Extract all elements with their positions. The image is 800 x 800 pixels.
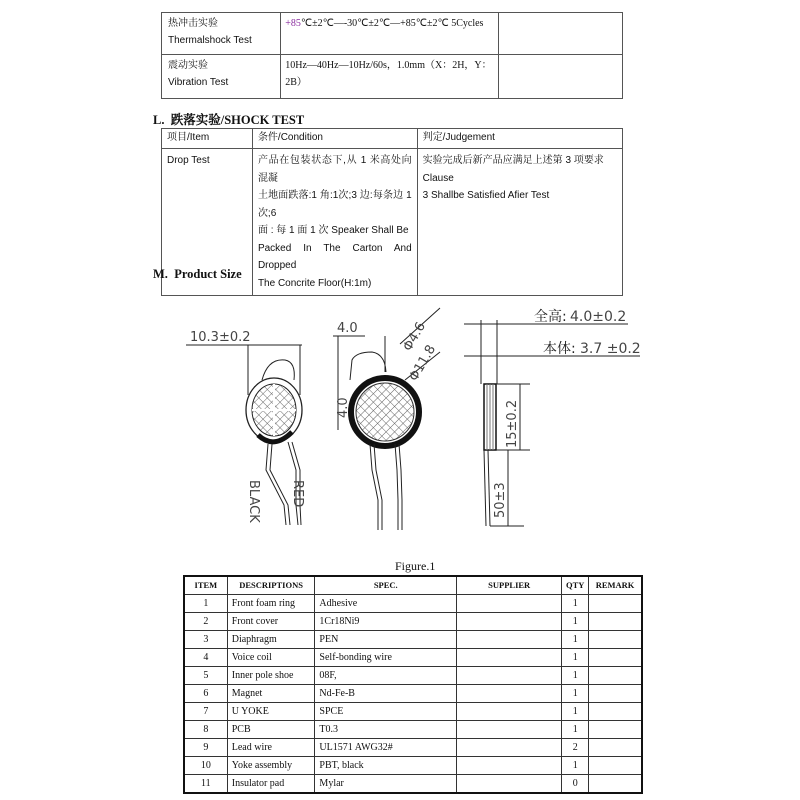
test-result-cell — [498, 13, 622, 55]
side-view — [464, 308, 641, 526]
figure-caption: Figure.1 — [395, 559, 436, 573]
header-item: 项目/Item — [162, 129, 253, 149]
supplier-cell — [457, 757, 562, 775]
spec-cell: Mylar — [315, 775, 457, 794]
table-row — [184, 757, 642, 775]
top-view — [333, 308, 440, 530]
spec-cell: 1Cr18Ni9 — [315, 613, 457, 631]
description-cell: U YOKE — [227, 703, 315, 721]
item-cell: 1 — [184, 595, 227, 613]
table-row — [184, 739, 642, 757]
remark-cell — [589, 757, 642, 775]
spec-cell: T0.3 — [315, 721, 457, 739]
description-cell: Yoke assembly — [227, 757, 315, 775]
remark-cell — [589, 613, 642, 631]
item-cell: 11 — [184, 775, 227, 794]
table-row — [184, 721, 642, 739]
test-name-en: Vibration Test — [168, 77, 229, 88]
remark-cell — [589, 739, 642, 757]
table-row — [184, 685, 642, 703]
header-descriptions: DESCRIPTIONS — [227, 576, 315, 595]
qty-cell: 1 — [562, 667, 589, 685]
table-row — [184, 595, 642, 613]
description-cell: Lead wire — [227, 739, 315, 757]
table-row — [184, 703, 642, 721]
drop-test-item: Drop Test — [162, 149, 253, 296]
speaker-mesh — [356, 383, 414, 441]
lead-wire — [399, 444, 402, 530]
dim-outer: Φ11.8 — [406, 342, 440, 384]
remark-cell — [589, 775, 642, 794]
total-height-value: 4.0±0.2 — [570, 309, 627, 325]
table-row — [184, 667, 642, 685]
section-title: 跌落实验/SHOCK TEST — [170, 113, 305, 127]
item-cell: 2 — [184, 613, 227, 631]
header-condition: 条件/Condition — [252, 129, 417, 149]
supplier-cell — [457, 649, 562, 667]
table-row — [162, 55, 623, 99]
header-judgement: 判定/Judgement — [417, 129, 622, 149]
section-letter: M. — [153, 267, 168, 281]
test-result-cell — [498, 55, 622, 99]
dim-50: 50±3 — [493, 482, 508, 518]
remark-cell — [589, 667, 642, 685]
test-name-cn: 热冲击实验 — [168, 18, 218, 29]
supplier-cell — [457, 703, 562, 721]
bom-table — [183, 575, 643, 794]
header-qty: QTY — [562, 576, 589, 595]
item-cell: 5 — [184, 667, 227, 685]
remark-cell — [589, 649, 642, 667]
remark-cell — [589, 595, 642, 613]
drop-test-condition — [252, 149, 417, 296]
description-cell: Front cover — [227, 613, 315, 631]
drop-test-judgement — [417, 149, 622, 296]
qty-cell: 2 — [562, 739, 589, 757]
header-spec: SPEC. — [315, 576, 457, 595]
condition-text: 10Hz—40Hz—10Hz/60s，1.0mm（X：2H，Y：2B） — [285, 60, 492, 88]
body-height-value: 3.7 ±0.2 — [580, 341, 641, 357]
qty-cell: 1 — [562, 631, 589, 649]
table-row — [184, 613, 642, 631]
remark-cell — [589, 631, 642, 649]
test-condition-cell — [281, 13, 499, 55]
qty-cell: 1 — [562, 595, 589, 613]
test-name-cell — [162, 55, 281, 99]
condition-text: ℃±2℃—-30℃±2℃—+85℃±2℃ 5Cycles — [300, 18, 484, 29]
table-row — [162, 13, 623, 55]
table-row — [184, 649, 642, 667]
total-height-label: 全高: — [534, 309, 567, 325]
dim-lead-span: 4.0 — [337, 321, 358, 336]
table-header-row — [162, 129, 623, 149]
section-title: Product Size — [174, 267, 242, 281]
item-cell: 9 — [184, 739, 227, 757]
remark-cell — [589, 703, 642, 721]
body-height-label: 本体: — [543, 341, 576, 357]
item-cell: 8 — [184, 721, 227, 739]
front-view — [186, 330, 305, 525]
header-supplier: SUPPLIER — [457, 576, 562, 595]
supplier-cell — [457, 685, 562, 703]
lead-wire — [370, 444, 378, 530]
description-cell: Diaphragm — [227, 631, 315, 649]
test-table — [161, 12, 623, 99]
supplier-cell — [457, 595, 562, 613]
item-cell: 10 — [184, 757, 227, 775]
section-l-heading — [153, 110, 304, 128]
test-name-cn: 震动实验 — [168, 60, 208, 71]
spec-cell: PBT, black — [315, 757, 457, 775]
supplier-cell — [457, 721, 562, 739]
spec-cell: PEN — [315, 631, 457, 649]
description-cell: Insulator pad — [227, 775, 315, 794]
dim-hole: Φ4.6 — [400, 319, 429, 354]
supplier-cell — [457, 667, 562, 685]
qty-cell: 1 — [562, 649, 589, 667]
qty-cell: 1 — [562, 721, 589, 739]
test-name-cell — [162, 13, 281, 55]
table-row — [184, 631, 642, 649]
spec-cell: UL1571 AWG32# — [315, 739, 457, 757]
lead-wire — [484, 450, 486, 526]
header-item: ITEM — [184, 576, 227, 595]
remark-cell — [589, 721, 642, 739]
condition-line: 产品在包装状态下,从 1 米高处向混凝 — [257, 155, 412, 184]
dim-lead-height: 4.0 — [336, 397, 351, 418]
description-cell: Inner pole shoe — [227, 667, 315, 685]
test-name-en: Thermalshock Test — [168, 35, 252, 46]
spec-cell: SPCE — [315, 703, 457, 721]
lead-wire — [488, 450, 490, 526]
item-cell: 7 — [184, 703, 227, 721]
lead-tab — [262, 360, 294, 380]
item-cell: 3 — [184, 631, 227, 649]
supplier-cell — [457, 739, 562, 757]
description-cell: PCB — [227, 721, 315, 739]
section-m-heading — [153, 267, 242, 282]
remark-cell — [589, 685, 642, 703]
condition-line: 面 : 每 1 面 1 次 Speaker Shall Be — [257, 225, 409, 236]
supplier-cell — [457, 613, 562, 631]
condition-line: 土地面跌落:1 角:1次;3 边:每条边 1 次;6 — [257, 190, 412, 219]
lead-wire — [266, 444, 286, 525]
table-row — [184, 775, 642, 794]
item-cell: 6 — [184, 685, 227, 703]
dim-width: 10.3±0.2 — [190, 330, 251, 345]
judgement-line: 3 Shallbe Satisfied Afier Test — [422, 190, 550, 201]
table-header-row — [184, 576, 642, 595]
description-cell: Magnet — [227, 685, 315, 703]
spec-cell: Adhesive — [315, 595, 457, 613]
description-cell: Front foam ring — [227, 595, 315, 613]
product-size-drawing — [0, 300, 800, 560]
supplier-cell — [457, 631, 562, 649]
spec-cell: Self-bonding wire — [315, 649, 457, 667]
test-condition-cell — [281, 55, 499, 99]
judgement-line: 实验完成后新产品应满足上述第 3 项要求 Clause — [422, 155, 604, 184]
wire-label-red: RED — [290, 480, 305, 508]
wire-label-black: BLACK — [246, 480, 261, 523]
lead-wire — [395, 444, 398, 530]
section-letter: L. — [153, 113, 165, 127]
qty-cell: 1 — [562, 703, 589, 721]
spec-cell: 08F, — [315, 667, 457, 685]
description-cell: Voice coil — [227, 649, 315, 667]
supplier-cell — [457, 775, 562, 794]
header-remark: REMARK — [589, 576, 642, 595]
condition-line: The Concrite Floor(H:1m) — [257, 277, 372, 289]
item-cell: 4 — [184, 649, 227, 667]
condition-line: Packed In The Carton And Dropped — [257, 242, 412, 271]
condition-highlight: +85 — [285, 18, 301, 29]
qty-cell: 1 — [562, 685, 589, 703]
qty-cell: 1 — [562, 757, 589, 775]
qty-cell: 0 — [562, 775, 589, 794]
qty-cell: 1 — [562, 613, 589, 631]
dim-15: 15±0.2 — [505, 399, 520, 448]
spec-cell: Nd-Fe-B — [315, 685, 457, 703]
